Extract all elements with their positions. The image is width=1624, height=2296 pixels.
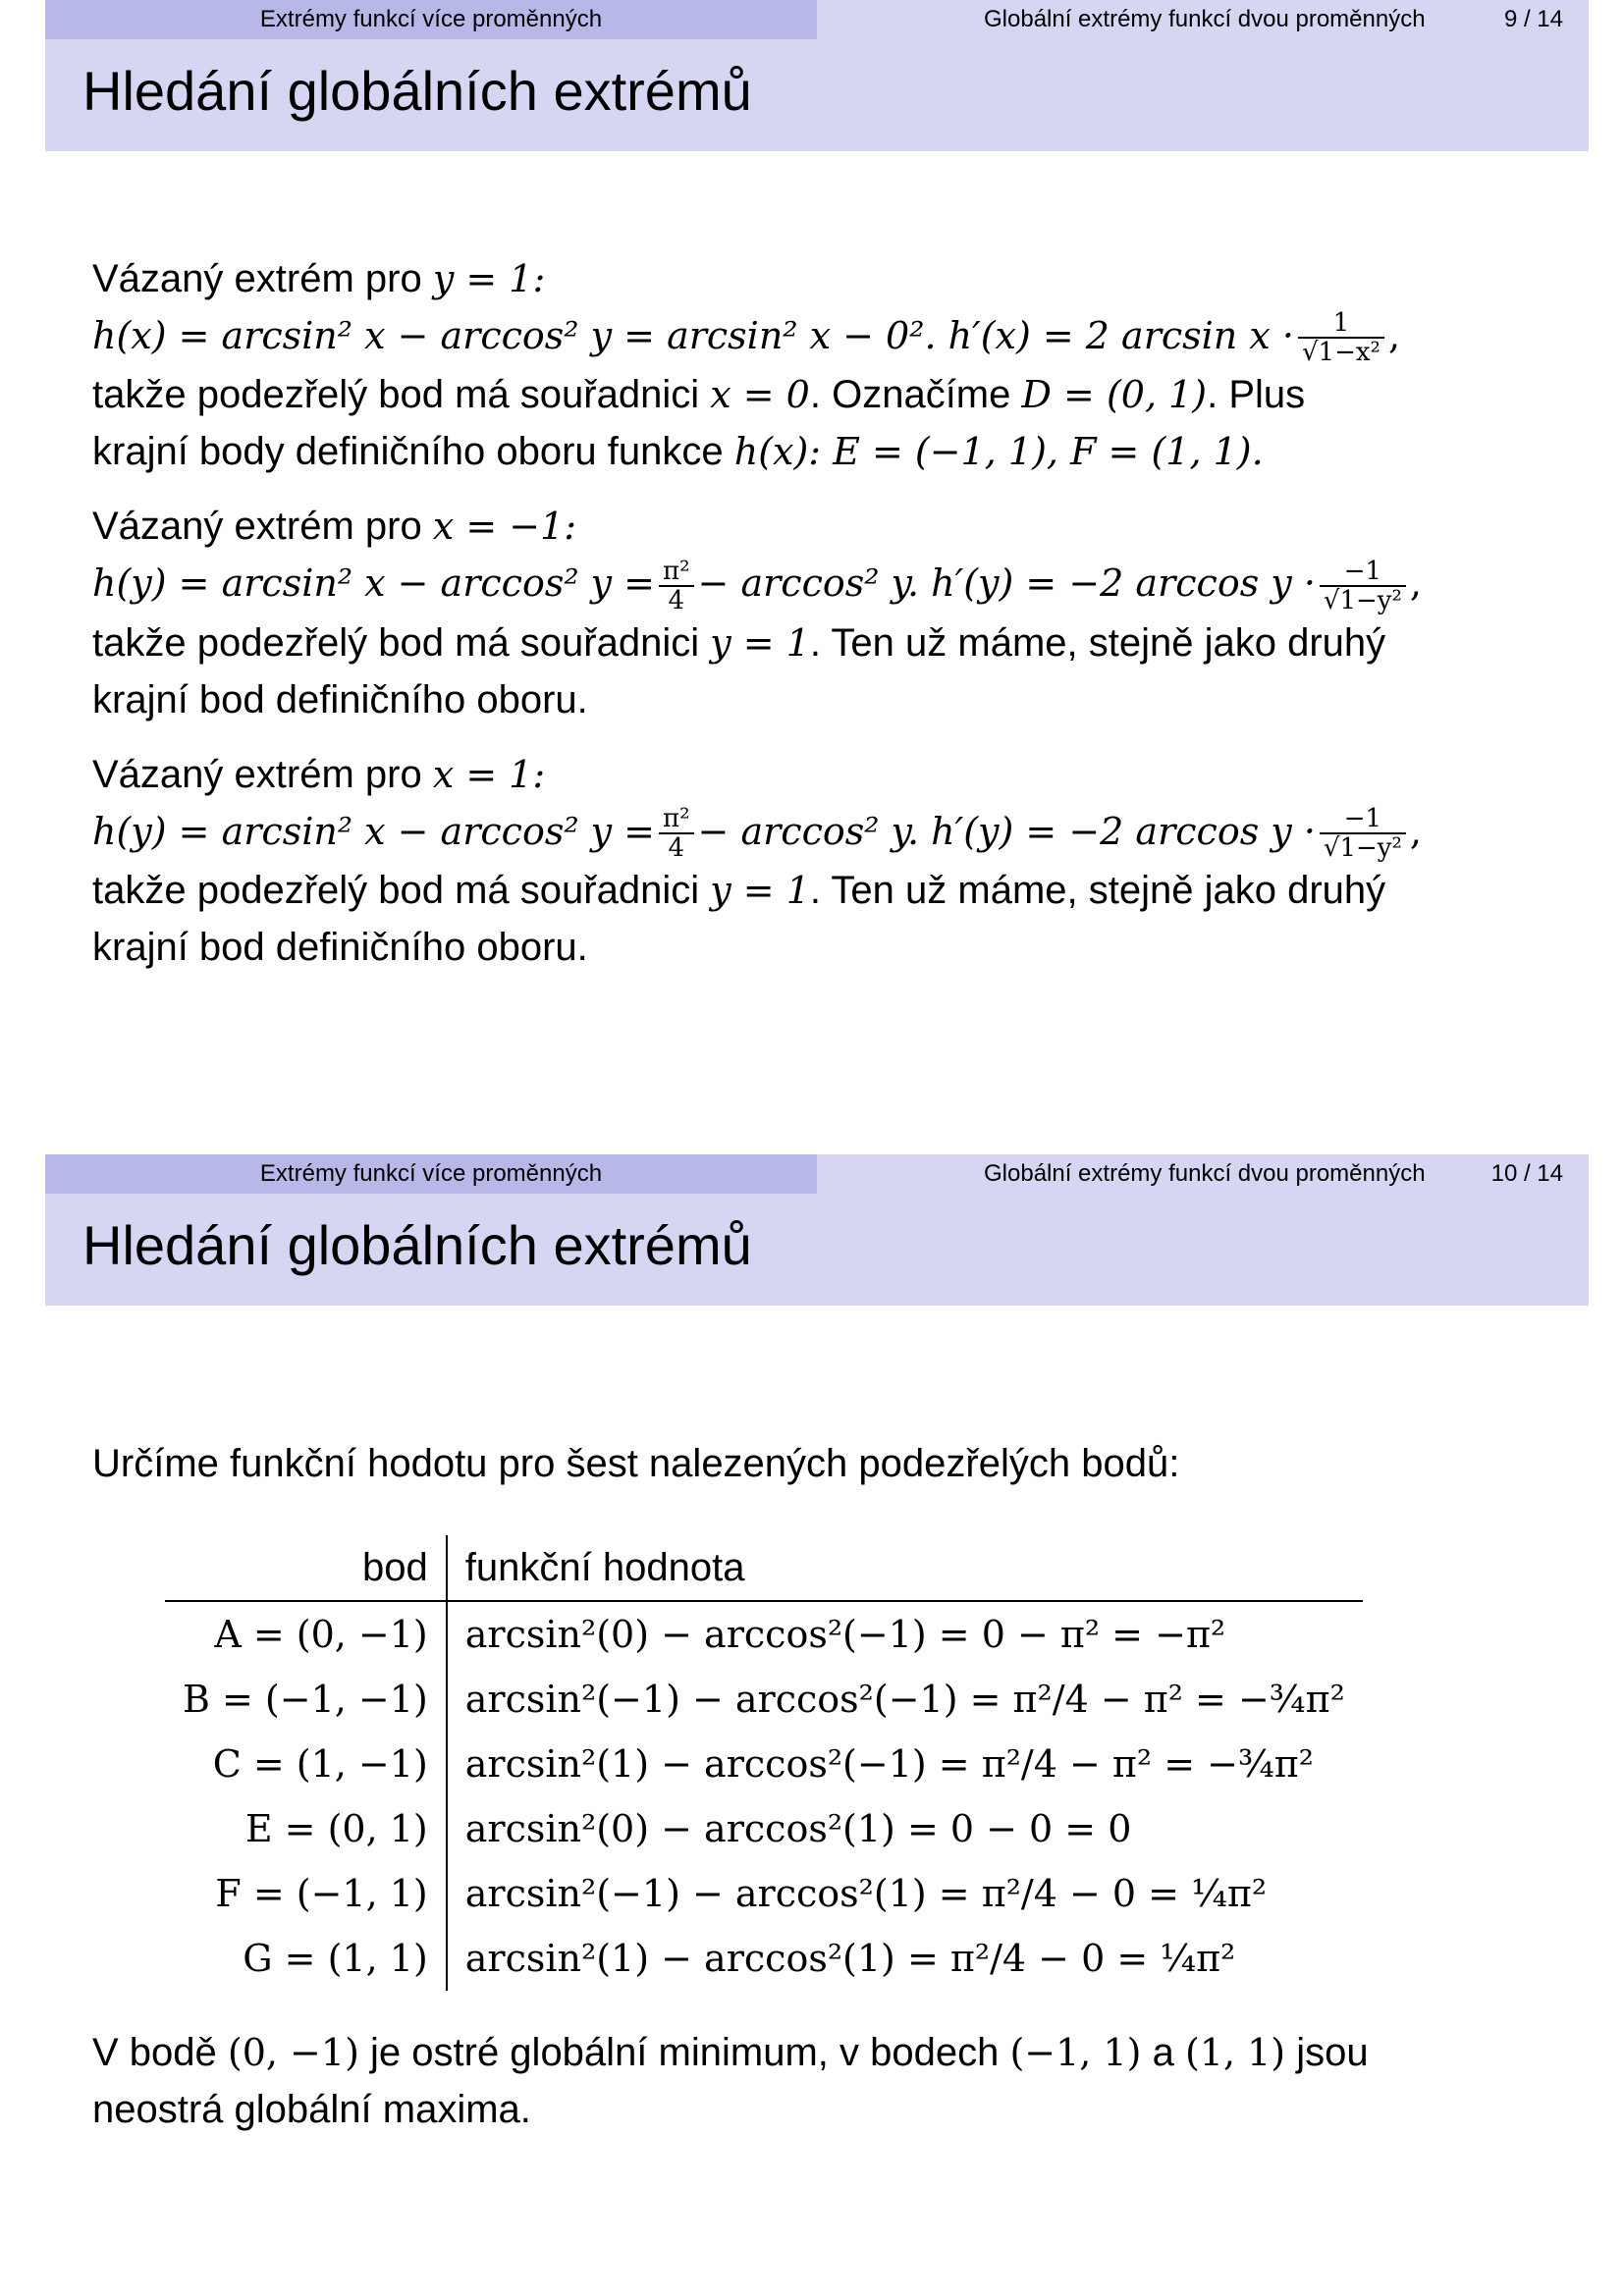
text: jsou [1285,2031,1369,2074]
math: D = (0, 1) [1021,373,1208,417]
header-right [817,0,1589,39]
slide-10 [45,1154,1589,1306]
table-row [165,1796,1363,1861]
table-row [165,1667,1363,1732]
frac-den: √1−y² [1323,585,1402,615]
point-cell: E = (0, 1) [165,1796,447,1861]
math: h(y) = arcsin² x − arccos² y = [92,561,656,606]
value-cell: arcsin²(1) − arccos²(−1) = π²/4 − π² = −¾π² [464,1742,1314,1786]
text: a [1141,2031,1185,2074]
math: (0, −1) [227,2031,359,2074]
title-bar [45,1194,1589,1306]
text: . Označíme [809,373,1022,417]
frac-num: π² [659,558,694,587]
math: x = −1: [432,505,577,549]
text: krajní bod definičního oboru. [92,926,588,970]
value-cell: arcsin²(1) − arccos²(1) = π²/4 − 0 = ¼π² [464,1937,1236,1980]
slide-9 [45,0,1589,151]
slide-header [45,1154,1589,1194]
text: takže podezřelý bod má souřadnici [92,620,711,665]
math: y = 1: [432,257,546,300]
fraction [1320,805,1406,862]
header-right [817,1154,1589,1194]
fraction [659,805,694,862]
math: y = 1 [710,620,810,665]
math: , [1409,809,1423,853]
point-cell: C = (1, −1) [165,1732,447,1796]
point-cell: B = (−1, −1) [165,1667,447,1732]
block-x-eq-1 [92,746,1624,976]
header-page-number: 10 / 14 [1490,1160,1563,1187]
text: . Ten už máme, stejně jako druhý [809,869,1386,913]
fraction [659,558,694,614]
header-page-number: 9 / 14 [1503,6,1563,32]
text: V bodě [92,2031,228,2074]
frac-den: √1−x² [1301,338,1380,368]
slide-title: Hledání globálních extrémů [82,1214,752,1276]
slide-header [45,0,1589,39]
point-cell: G = (1, 1) [165,1926,447,1991]
fraction [1298,309,1384,366]
block-x-eq-minus-1 [92,498,1624,727]
math: y = 1 [710,869,810,913]
math: x = 1: [432,752,546,796]
fraction [1320,558,1406,614]
table-header-row [165,1535,1363,1601]
text: Vázaný extrém pro [92,257,433,300]
value-cell: arcsin²(−1) − arccos²(−1) = π²/4 − π² = −¾π² [464,1678,1345,1721]
header-left: Extrémy funkcí více proměnných [45,1154,817,1194]
value-cell: arcsin²(0) − arccos²(−1) = 0 − π² = −π² [464,1613,1226,1656]
table-row [165,1926,1363,1991]
conclusion [92,2024,1624,2138]
text: takže podezřelý bod má souřadnici [92,373,711,417]
slide-title: Hledání globálních extrémů [82,60,752,122]
text: . Ten už máme, stejně jako druhý [809,620,1386,665]
frac-den: √1−y² [1323,833,1402,864]
frac-num: −1 [1320,558,1406,587]
intro-text: Určíme funkční hodotu pro šest nalezených podezřelých bodů: [92,1442,1180,1485]
text: Vázaný extrém pro [92,752,433,796]
math: , [1387,314,1401,357]
text: . Plus [1207,373,1306,417]
math: (1, 1) [1184,2031,1286,2074]
math: h(x) = arcsin² x − arccos² y = arcsin² x − 0². h′(x) = 2 arcsin x · [92,314,1294,357]
block-y-eq-1 [92,250,1624,480]
text: Vázaný extrém pro [92,505,433,549]
table-header-value: funkční hodnota [447,1535,1363,1601]
math: h(x): E = (−1, 1), F = (1, 1). [733,430,1264,474]
table-header-point: bod [165,1535,447,1601]
slide-10-content [92,1435,1624,1492]
table-row [165,1732,1363,1796]
math: (−1, 1) [1009,2031,1142,2074]
frac-den: 4 [668,833,685,864]
table-row [165,1861,1363,1926]
frac-num: π² [659,805,694,834]
text: krajní bod definičního oboru. [92,677,588,721]
point-cell: A = (0, −1) [165,1601,447,1667]
title-bar [45,39,1589,151]
values-table [165,1535,1363,1991]
frac-num: −1 [1320,805,1406,834]
value-cell: arcsin²(0) − arccos²(1) = 0 − 0 = 0 [464,1807,1132,1850]
math: , [1409,561,1423,606]
frac-den: 4 [668,585,685,615]
value-cell: arcsin²(−1) − arccos²(1) = π²/4 − 0 = ¼π² [464,1872,1268,1915]
text: takže podezřelý bod má souřadnici [92,869,711,913]
table-row [165,1601,1363,1667]
header-section: Globální extrémy funkcí dvou proměnných [984,6,1426,32]
point-cell: F = (−1, 1) [165,1861,447,1926]
text: je ostré globální minimum, v bodech [358,2031,1010,2074]
slide-9-content [92,250,1624,993]
conclusion-line-2: neostrá globální maxima. [92,2088,531,2131]
frac-num: 1 [1298,309,1384,339]
text: krajní body definičního oboru funkce [92,430,734,474]
math: x = 0 [710,373,810,417]
header-left: Extrémy funkcí více proměnných [45,0,817,39]
math: − arccos² y. h′(y) = −2 arccos y · [697,561,1316,606]
math: h(y) = arcsin² x − arccos² y = [92,809,656,853]
math: − arccos² y. h′(y) = −2 arccos y · [697,809,1316,853]
header-section: Globální extrémy funkcí dvou proměnných [984,1160,1426,1187]
